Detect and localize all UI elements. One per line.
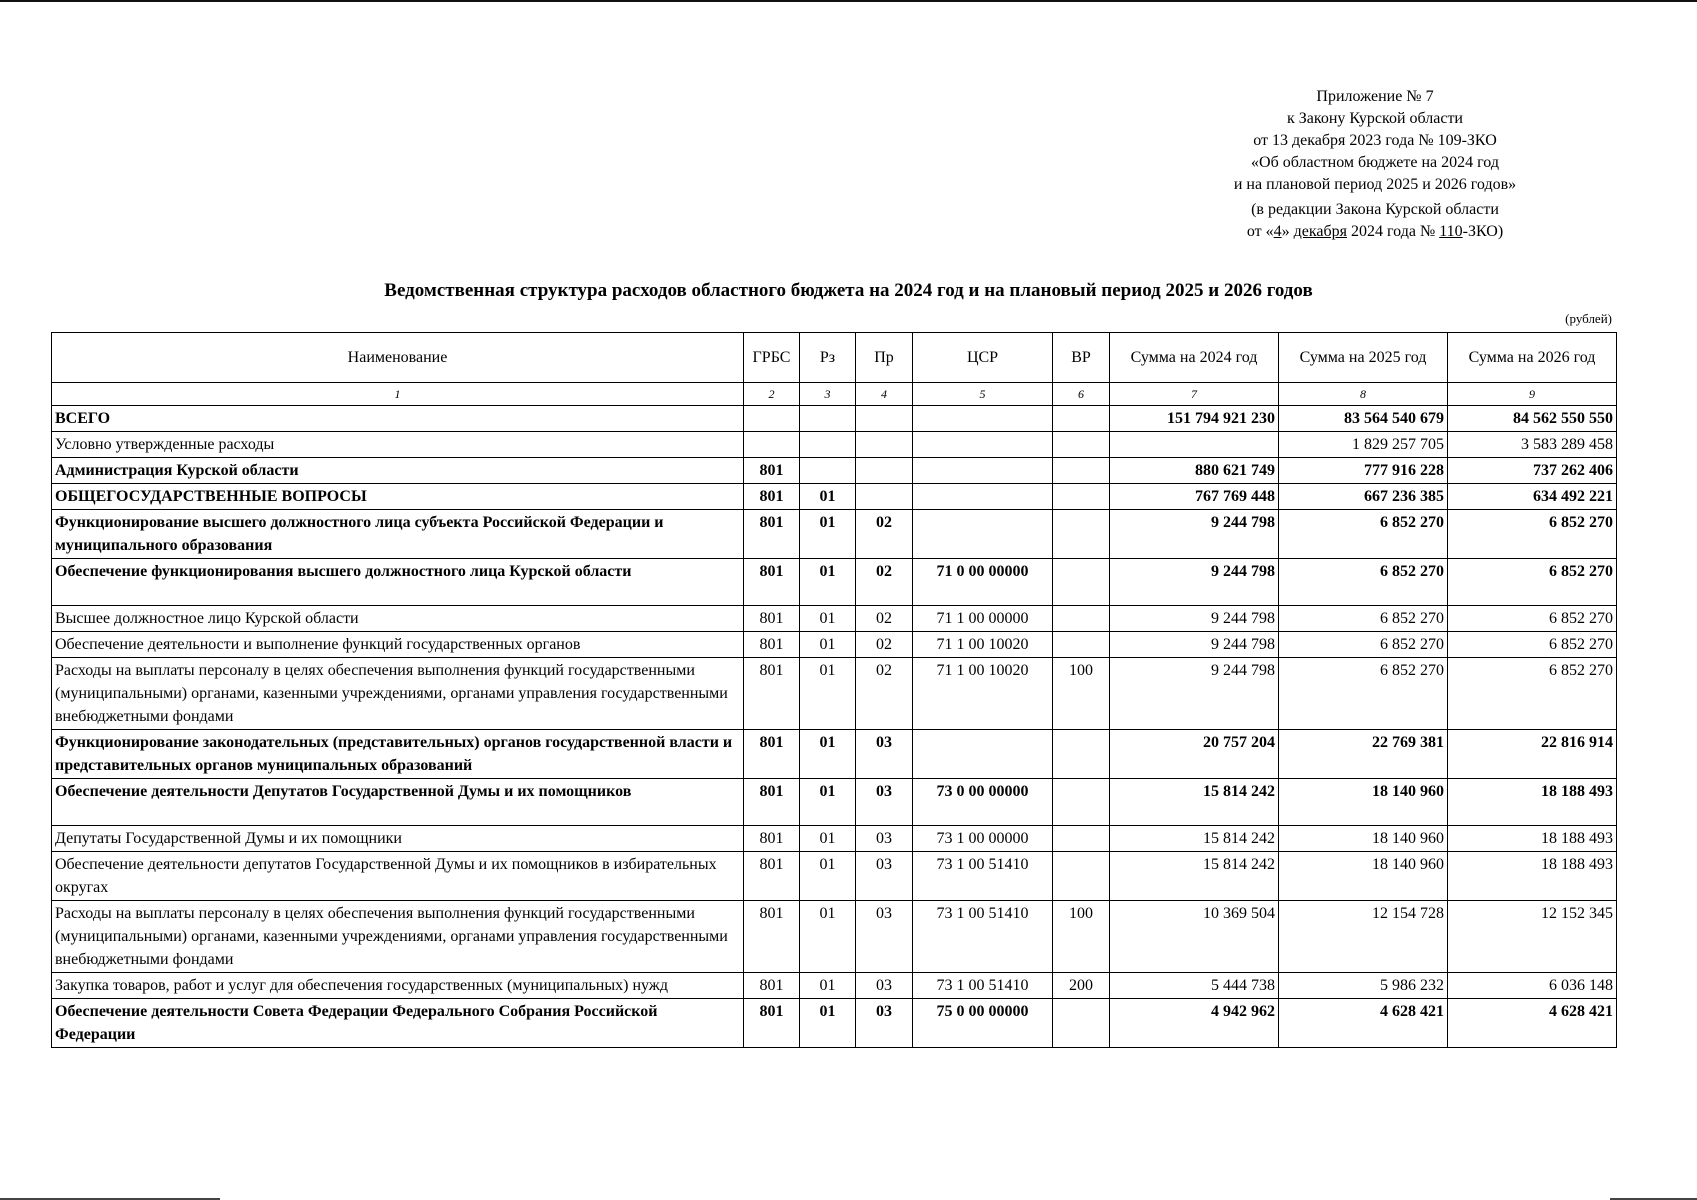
cell-csr [913,484,1053,510]
edition-line-1: (в редакции Закона Курской области [1251,201,1499,218]
cell-name: Депутаты Государственной Думы и их помощники [52,826,744,852]
cell-sum-2025: 6 852 270 [1279,510,1448,559]
cell-csr [913,406,1053,432]
cell-name: ВСЕГО [52,406,744,432]
cell-vr [1053,484,1110,510]
cell-name: Высшее должностное лицо Курской области [52,606,744,632]
column-number: 9 [1448,383,1617,406]
cell-sum-2026: 4 628 421 [1448,999,1617,1048]
cell-sum-2025: 22 769 381 [1279,730,1448,779]
cell-pr: 02 [856,632,913,658]
cell-sum-2025: 6 852 270 [1279,632,1448,658]
cell-csr [913,510,1053,559]
cell-sum-2026: 12 152 345 [1448,901,1617,973]
header-line: «Об областном бюджете на 2024 год [1251,154,1499,171]
cell-rz [800,406,856,432]
edition-text: 2024 года № [1347,223,1440,240]
cell-csr [913,432,1053,458]
edition-month: декабря [1293,223,1348,240]
cell-grbs: 801 [744,730,800,779]
appendix-header [1150,86,1600,243]
cell-name: Обеспечение деятельности Депутатов Государственной Думы и их помощников [52,779,744,826]
cell-rz [800,458,856,484]
cell-rz: 01 [800,510,856,559]
cell-vr [1053,432,1110,458]
cell-sum-2025: 12 154 728 [1279,901,1448,973]
cell-sum-2025: 83 564 540 679 [1279,406,1448,432]
cell-csr [913,730,1053,779]
cell-pr: 03 [856,999,913,1048]
cell-name: Функционирование высшего должностного лица субъекта Российской Федерации и муниципального образования [52,510,744,559]
cell-rz: 01 [800,606,856,632]
cell-grbs: 801 [744,999,800,1048]
table-row [52,973,1617,999]
cell-sum-2025: 6 852 270 [1279,658,1448,730]
cell-vr [1053,632,1110,658]
header-line: к Закону Курской области [1287,110,1463,127]
cell-rz: 01 [800,826,856,852]
header-line: от 13 декабря 2023 года № 109-ЗКО [1253,132,1497,149]
column-number: 4 [856,383,913,406]
cell-sum-2025: 667 236 385 [1279,484,1448,510]
cell-sum-2025: 5 986 232 [1279,973,1448,999]
edition-day: 4 [1273,223,1282,240]
cell-pr: 02 [856,606,913,632]
cell-pr: 02 [856,559,913,606]
cell-sum-2024: 9 244 798 [1110,606,1279,632]
cell-rz: 01 [800,559,856,606]
cell-sum-2025: 1 829 257 705 [1279,432,1448,458]
cell-pr: 03 [856,901,913,973]
cell-sum-2026: 6 852 270 [1448,510,1617,559]
cell-vr [1053,510,1110,559]
cell-vr [1053,406,1110,432]
edition-text: -ЗКО) [1462,223,1504,240]
cell-csr: 73 1 00 51410 [913,973,1053,999]
cell-vr: 100 [1053,658,1110,730]
cell-sum-2024: 767 769 448 [1110,484,1279,510]
cell-grbs: 801 [744,901,800,973]
cell-sum-2026: 3 583 289 458 [1448,432,1617,458]
cell-grbs [744,406,800,432]
table-row [52,484,1617,510]
cell-rz [800,432,856,458]
cell-sum-2026: 6 852 270 [1448,658,1617,730]
cell-pr: 03 [856,826,913,852]
cell-name: Расходы на выплаты персоналу в целях обеспечения выполнения функций государственными (муниципальными) органами, казенными учреждениями, органами управления государственными внебюджетными фондами [52,658,744,730]
header-line: Приложение № 7 [1316,88,1434,105]
table-row [52,432,1617,458]
column-number: 3 [800,383,856,406]
cell-rz: 01 [800,632,856,658]
cell-name: ОБЩЕГОСУДАРСТВЕННЫЕ ВОПРОСЫ [52,484,744,510]
cell-name: Обеспечение деятельности Совета Федерации Федерального Собрания Российской Федерации [52,999,744,1048]
cell-pr: 02 [856,658,913,730]
table-row [52,999,1617,1048]
column-number: 8 [1279,383,1448,406]
col-header-rz: Рз [800,333,856,383]
cell-rz: 01 [800,852,856,901]
cell-sum-2026: 634 492 221 [1448,484,1617,510]
cell-grbs: 801 [744,484,800,510]
edition-line-2 [1150,221,1600,243]
cell-sum-2025: 18 140 960 [1279,852,1448,901]
cell-sum-2024: 9 244 798 [1110,510,1279,559]
cell-pr [856,432,913,458]
col-header-sum-2024: Сумма на 2024 год [1110,333,1279,383]
cell-sum-2026: 6 852 270 [1448,606,1617,632]
column-number: 1 [52,383,744,406]
cell-name: Закупка товаров, работ и услуг для обеспечения государственных (муниципальных) нужд [52,973,744,999]
table-row [52,606,1617,632]
cell-pr: 02 [856,510,913,559]
cell-sum-2024: 15 814 242 [1110,779,1279,826]
cell-vr [1053,606,1110,632]
cell-sum-2024: 9 244 798 [1110,658,1279,730]
cell-name: Обеспечение функционирования высшего должностного лица Курской области [52,559,744,606]
cell-name: Обеспечение деятельности депутатов Государственной Думы и их помощников в избирательных округах [52,852,744,901]
cell-grbs: 801 [744,606,800,632]
cell-sum-2024 [1110,432,1279,458]
cell-vr: 100 [1053,901,1110,973]
cell-vr [1053,852,1110,901]
cell-csr: 71 1 00 00000 [913,606,1053,632]
cell-vr [1053,999,1110,1048]
table-row [52,510,1617,559]
edition-text: » [1281,223,1294,240]
column-number: 6 [1053,383,1110,406]
cell-rz: 01 [800,901,856,973]
cell-sum-2025: 777 916 228 [1279,458,1448,484]
column-number: 2 [744,383,800,406]
cell-name: Функционирование законодательных (представительных) органов государственной власти и представительных органов муниципальных образований [52,730,744,779]
cell-pr [856,406,913,432]
cell-sum-2024: 5 444 738 [1110,973,1279,999]
cell-sum-2026: 6 852 270 [1448,632,1617,658]
cell-sum-2025: 18 140 960 [1279,826,1448,852]
cell-sum-2026: 18 188 493 [1448,852,1617,901]
cell-sum-2025: 4 628 421 [1279,999,1448,1048]
cell-csr: 73 1 00 51410 [913,901,1053,973]
cell-name: Администрация Курской области [52,458,744,484]
col-header-sum-2026: Сумма на 2026 год [1448,333,1617,383]
cell-pr: 03 [856,730,913,779]
col-header-grbs: ГРБС [744,333,800,383]
cell-name: Расходы на выплаты персоналу в целях обеспечения выполнения функций государственными (муниципальными) органами, казенными учреждениями, органами управления государственными внебюджетными фондами [52,901,744,973]
cell-grbs: 801 [744,779,800,826]
cell-csr: 75 0 00 00000 [913,999,1053,1048]
table-header-row [52,333,1617,383]
cell-sum-2026: 6 852 270 [1448,559,1617,606]
table-row [52,901,1617,973]
cell-sum-2024: 15 814 242 [1110,852,1279,901]
column-number: 5 [913,383,1053,406]
table-row [52,559,1617,606]
table-row [52,458,1617,484]
edition-text: от « [1246,223,1274,240]
cell-pr: 03 [856,779,913,826]
cell-sum-2024: 9 244 798 [1110,559,1279,606]
cell-sum-2026: 6 036 148 [1448,973,1617,999]
col-header-csr: ЦСР [913,333,1053,383]
col-header-name: Наименование [52,333,744,383]
cell-sum-2026: 84 562 550 550 [1448,406,1617,432]
edition-number: 110 [1439,223,1463,240]
cell-sum-2024: 9 244 798 [1110,632,1279,658]
cell-rz: 01 [800,658,856,730]
cell-grbs: 801 [744,852,800,901]
cell-sum-2024: 4 942 962 [1110,999,1279,1048]
cell-sum-2026: 737 262 406 [1448,458,1617,484]
cell-sum-2024: 10 369 504 [1110,901,1279,973]
cell-sum-2024: 880 621 749 [1110,458,1279,484]
cell-rz: 01 [800,730,856,779]
table-row [52,852,1617,901]
cell-sum-2024: 15 814 242 [1110,826,1279,852]
header-line: и на плановой период 2025 и 2026 годов» [1233,176,1517,193]
col-header-vr: ВР [1053,333,1110,383]
cell-csr [913,458,1053,484]
cell-grbs: 801 [744,973,800,999]
cell-grbs: 801 [744,559,800,606]
cell-csr: 71 1 00 10020 [913,632,1053,658]
document-title: Ведомственная структура расходов областного бюджета на 2024 год и на плановый период 2025 и 2026 годов [384,280,1313,301]
cell-pr: 03 [856,973,913,999]
col-header-sum-2025: Сумма на 2025 год [1279,333,1448,383]
cell-rz: 01 [800,973,856,999]
cell-sum-2025: 6 852 270 [1279,606,1448,632]
cell-grbs: 801 [744,658,800,730]
table-row [52,658,1617,730]
cell-rz: 01 [800,484,856,510]
column-number: 7 [1110,383,1279,406]
cell-vr: 200 [1053,973,1110,999]
scan-border [0,0,1697,2]
table-row [52,826,1617,852]
cell-vr [1053,458,1110,484]
cell-csr: 73 1 00 51410 [913,852,1053,901]
units-label: (рублей) [1565,311,1612,326]
cell-rz: 01 [800,999,856,1048]
cell-vr [1053,730,1110,779]
cell-pr: 03 [856,852,913,901]
table-body [52,406,1617,1048]
cell-csr: 71 0 00 00000 [913,559,1053,606]
cell-sum-2024: 151 794 921 230 [1110,406,1279,432]
cell-grbs: 801 [744,510,800,559]
cell-grbs: 801 [744,826,800,852]
table-row [52,779,1617,826]
table-row [52,730,1617,779]
cell-csr: 73 0 00 00000 [913,779,1053,826]
cell-vr [1053,779,1110,826]
cell-grbs: 801 [744,458,800,484]
cell-pr [856,458,913,484]
column-number-row [52,383,1617,406]
cell-name: Обеспечение деятельности и выполнение функций государственных органов [52,632,744,658]
cell-sum-2026: 22 816 914 [1448,730,1617,779]
col-header-pr: Пр [856,333,913,383]
cell-csr: 73 1 00 00000 [913,826,1053,852]
cell-sum-2025: 18 140 960 [1279,779,1448,826]
cell-csr: 71 1 00 10020 [913,658,1053,730]
cell-name: Условно утвержденные расходы [52,432,744,458]
cell-rz: 01 [800,779,856,826]
table-row [52,406,1617,432]
cell-sum-2025: 6 852 270 [1279,559,1448,606]
budget-table [51,332,1617,1048]
cell-vr [1053,559,1110,606]
cell-pr [856,484,913,510]
table-row [52,632,1617,658]
cell-vr [1053,826,1110,852]
cell-sum-2024: 20 757 204 [1110,730,1279,779]
cell-grbs [744,432,800,458]
cell-grbs: 801 [744,632,800,658]
cell-sum-2026: 18 188 493 [1448,826,1617,852]
cell-sum-2026: 18 188 493 [1448,779,1617,826]
